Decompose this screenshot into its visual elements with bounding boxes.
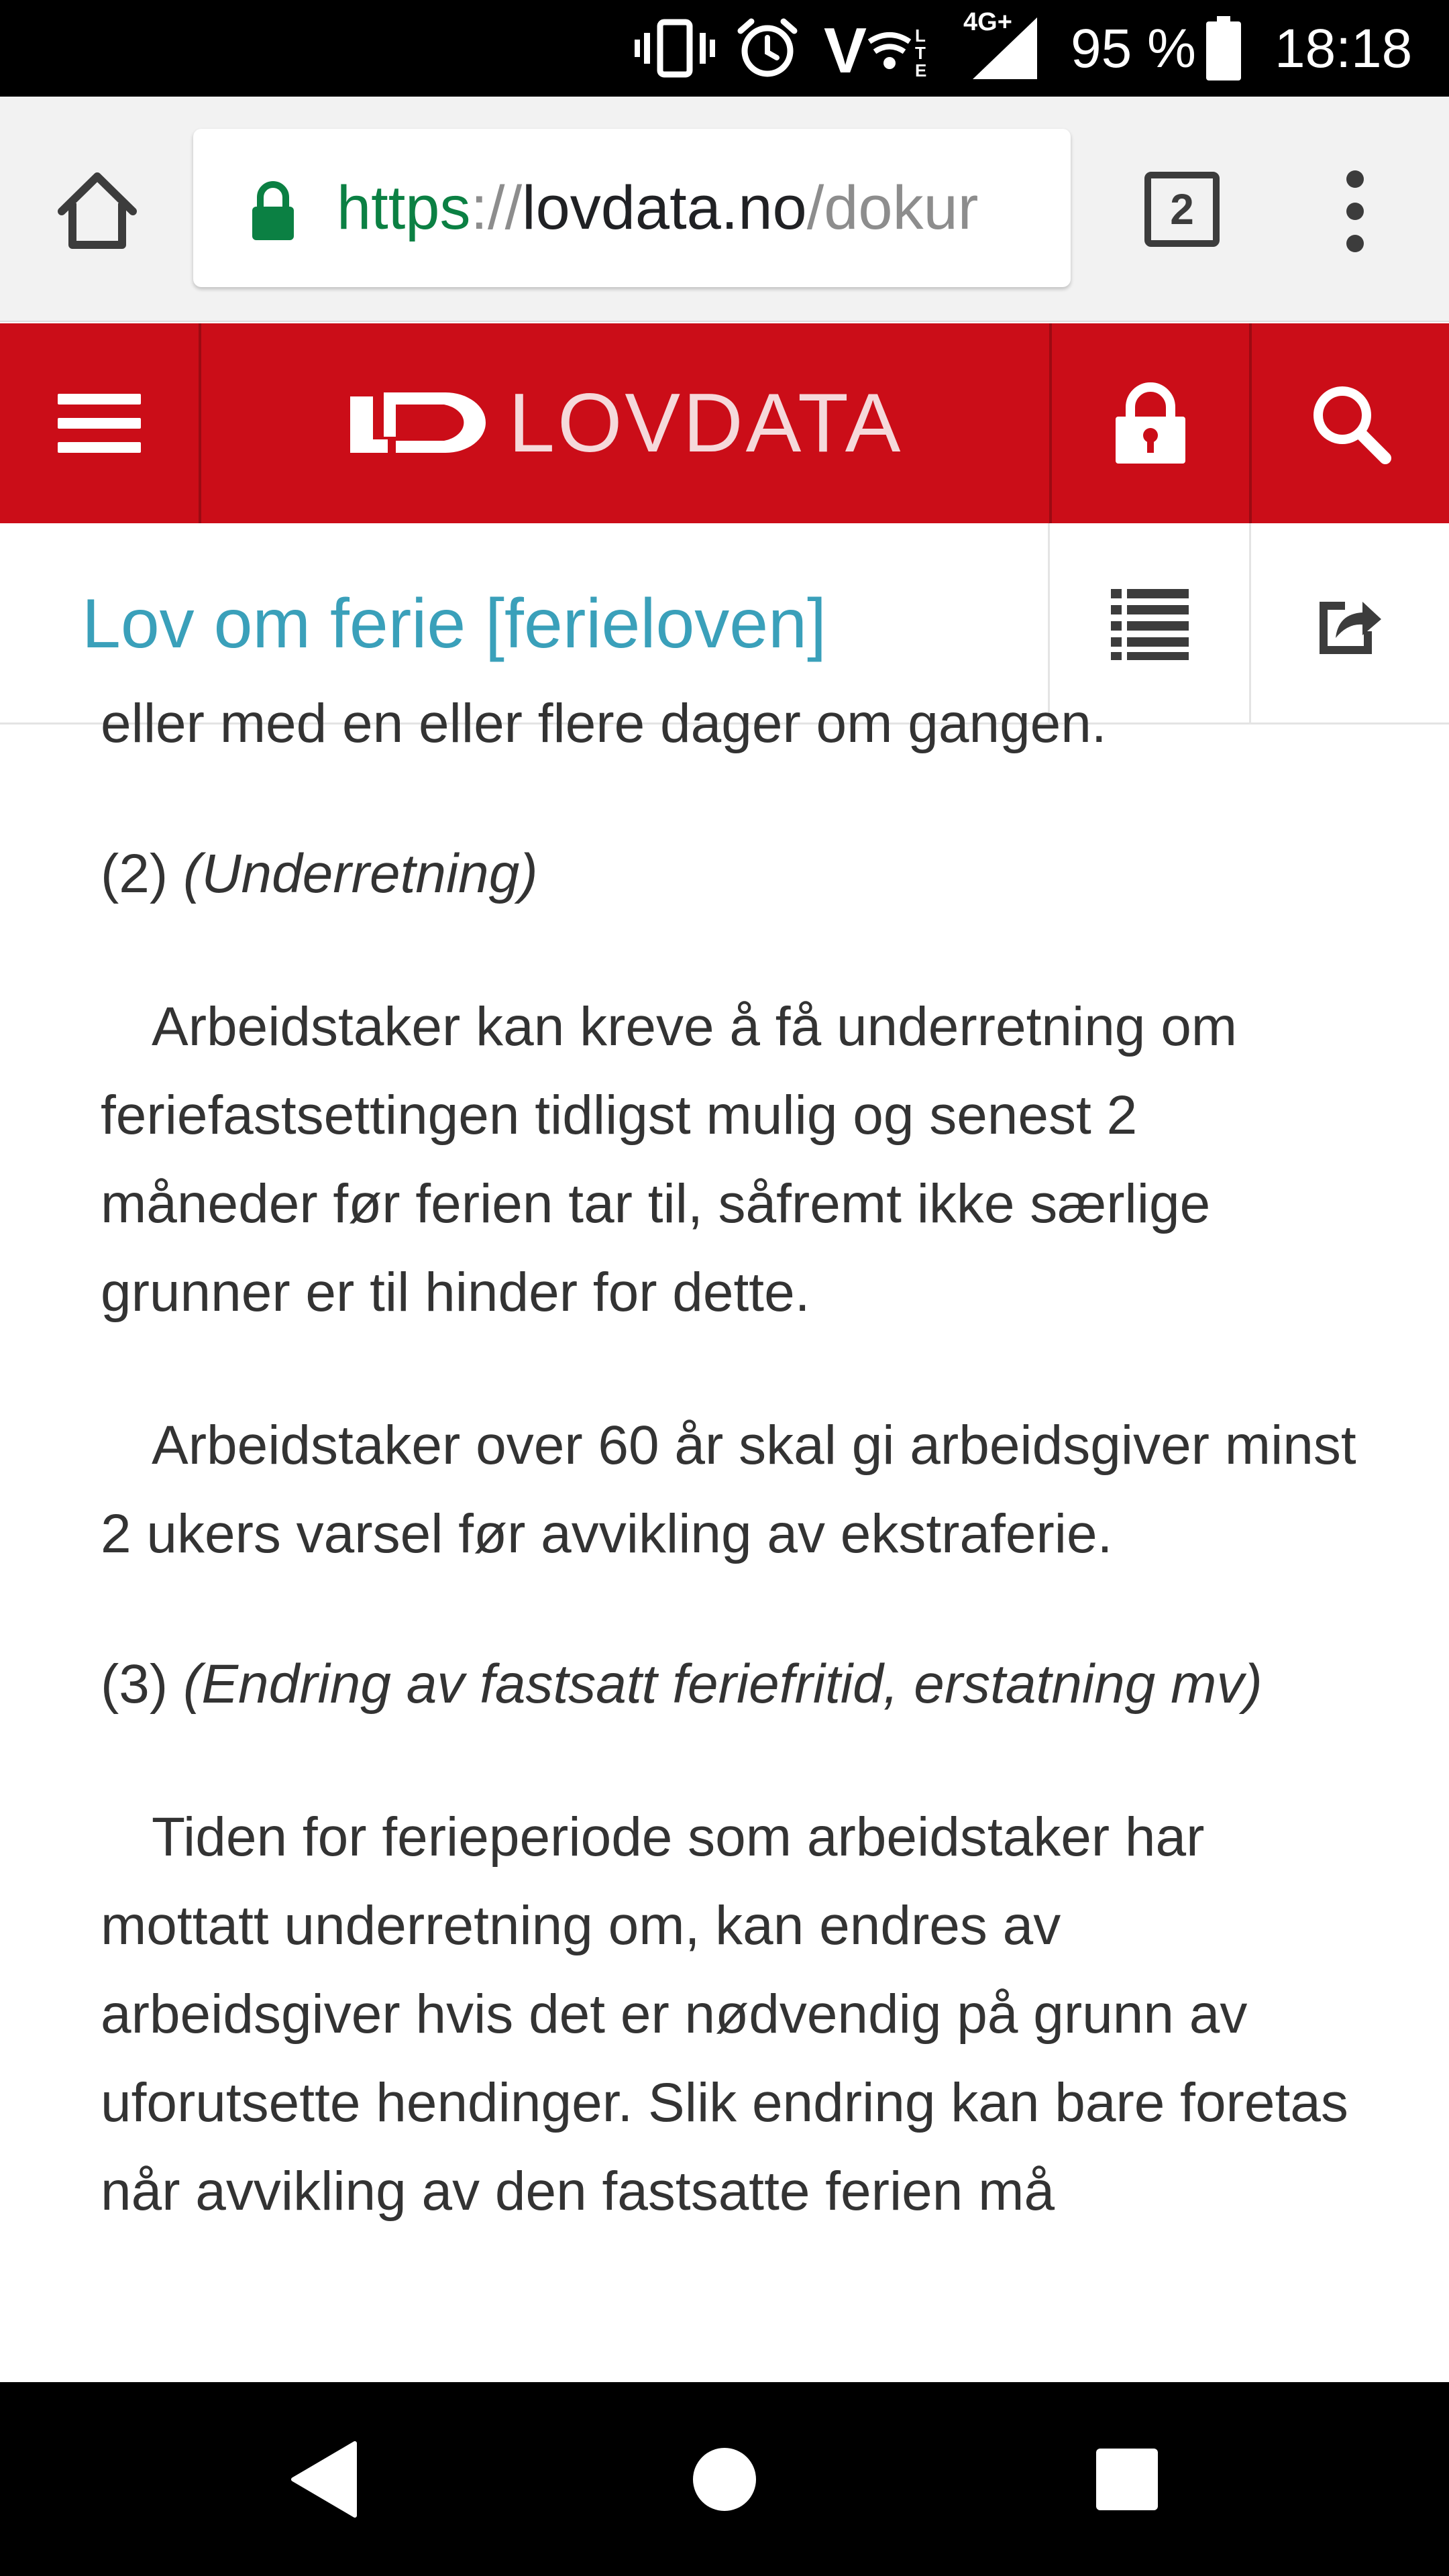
text-line: eller med en eller flere dager om gangen. (101, 693, 1107, 754)
home-nav-button[interactable] (657, 2382, 792, 2576)
overflow-menu-button[interactable] (1335, 161, 1375, 262)
svg-text:E: E (915, 60, 927, 80)
vibrate-icon (635, 15, 715, 82)
search-button[interactable] (1252, 323, 1449, 523)
dot-icon (1346, 235, 1364, 252)
recents-button[interactable] (1060, 2382, 1194, 2576)
dot-icon (1346, 203, 1364, 220)
alarm-icon (734, 15, 801, 82)
lovdata-logo[interactable] (345, 323, 903, 523)
section-title: (Underretning) (183, 843, 538, 904)
circle-icon (691, 2446, 758, 2513)
url-text (337, 129, 978, 287)
site-header (0, 323, 1449, 523)
browser-toolbar (0, 97, 1449, 322)
url-bar[interactable] (193, 129, 1071, 287)
volte-icon (822, 15, 943, 87)
home-icon (54, 170, 141, 250)
share-icon (1318, 594, 1383, 654)
network-type: 4G+ (963, 8, 1012, 36)
battery-percent: 95 % (1071, 18, 1196, 79)
home-button[interactable] (54, 166, 141, 254)
url-host: lovdata.no (522, 174, 807, 242)
search-icon (1309, 382, 1392, 465)
paragraph: Tiden for ferieperiode som arbeidstaker har mottatt underretning om, kan endres av arbeidsgiver hvis det er nødvendig på grunn av uforutsette hendinger. Slik endring kan bare foretas når avvikling av den fastsatte ferien må (101, 1807, 1348, 2222)
tab-switcher-button[interactable] (1144, 172, 1220, 247)
main-menu-button[interactable] (0, 323, 199, 523)
back-icon (288, 2439, 362, 2520)
url-path: /dokur (806, 174, 979, 242)
dot-icon (1346, 170, 1364, 188)
svg-text:V: V (824, 15, 867, 87)
section-heading (101, 830, 1362, 918)
header-divider (199, 323, 201, 523)
section-title: (Endring av fastsatt feriefritid, erstatning mv) (183, 1654, 1263, 1715)
hamburger-icon (58, 380, 141, 466)
svg-text:L: L (915, 25, 926, 46)
section-heading (101, 1640, 1362, 1729)
paragraph: Arbeidstaker kan kreve å få underretning om feriefastsettingen tidligst mulig og senest 2 måneder før ferien tar til, såfremt ikke særlige grunner er til hinder for dette. (101, 996, 1238, 1323)
square-icon (1095, 2447, 1159, 2512)
back-button[interactable] (258, 2382, 392, 2576)
url-separator: :// (470, 174, 523, 242)
lovdata-logo-mark (345, 390, 494, 457)
lock-icon (250, 181, 297, 241)
document-content (0, 693, 1449, 2382)
url-scheme: https (337, 174, 471, 242)
status-bar (0, 0, 1449, 97)
tab-count: 2 (1170, 185, 1194, 233)
list-icon (1111, 586, 1189, 661)
paragraph: Arbeidstaker over 60 år skal gi arbeidsgiver minst 2 ukers varsel før avvikling av ekstraferie. (101, 1415, 1356, 1564)
clock: 18:18 (1275, 18, 1413, 79)
document-title: Lov om ferie [ferieloven] (82, 585, 826, 663)
battery-icon (1203, 15, 1244, 82)
logo-text: LOVDATA (508, 377, 904, 470)
padlock-icon (1112, 382, 1189, 465)
login-button[interactable] (1052, 323, 1249, 523)
navigation-bar (0, 2382, 1449, 2576)
section-number: (2) (101, 843, 168, 904)
section-number: (3) (101, 1654, 168, 1715)
svg-text:T: T (915, 43, 926, 63)
